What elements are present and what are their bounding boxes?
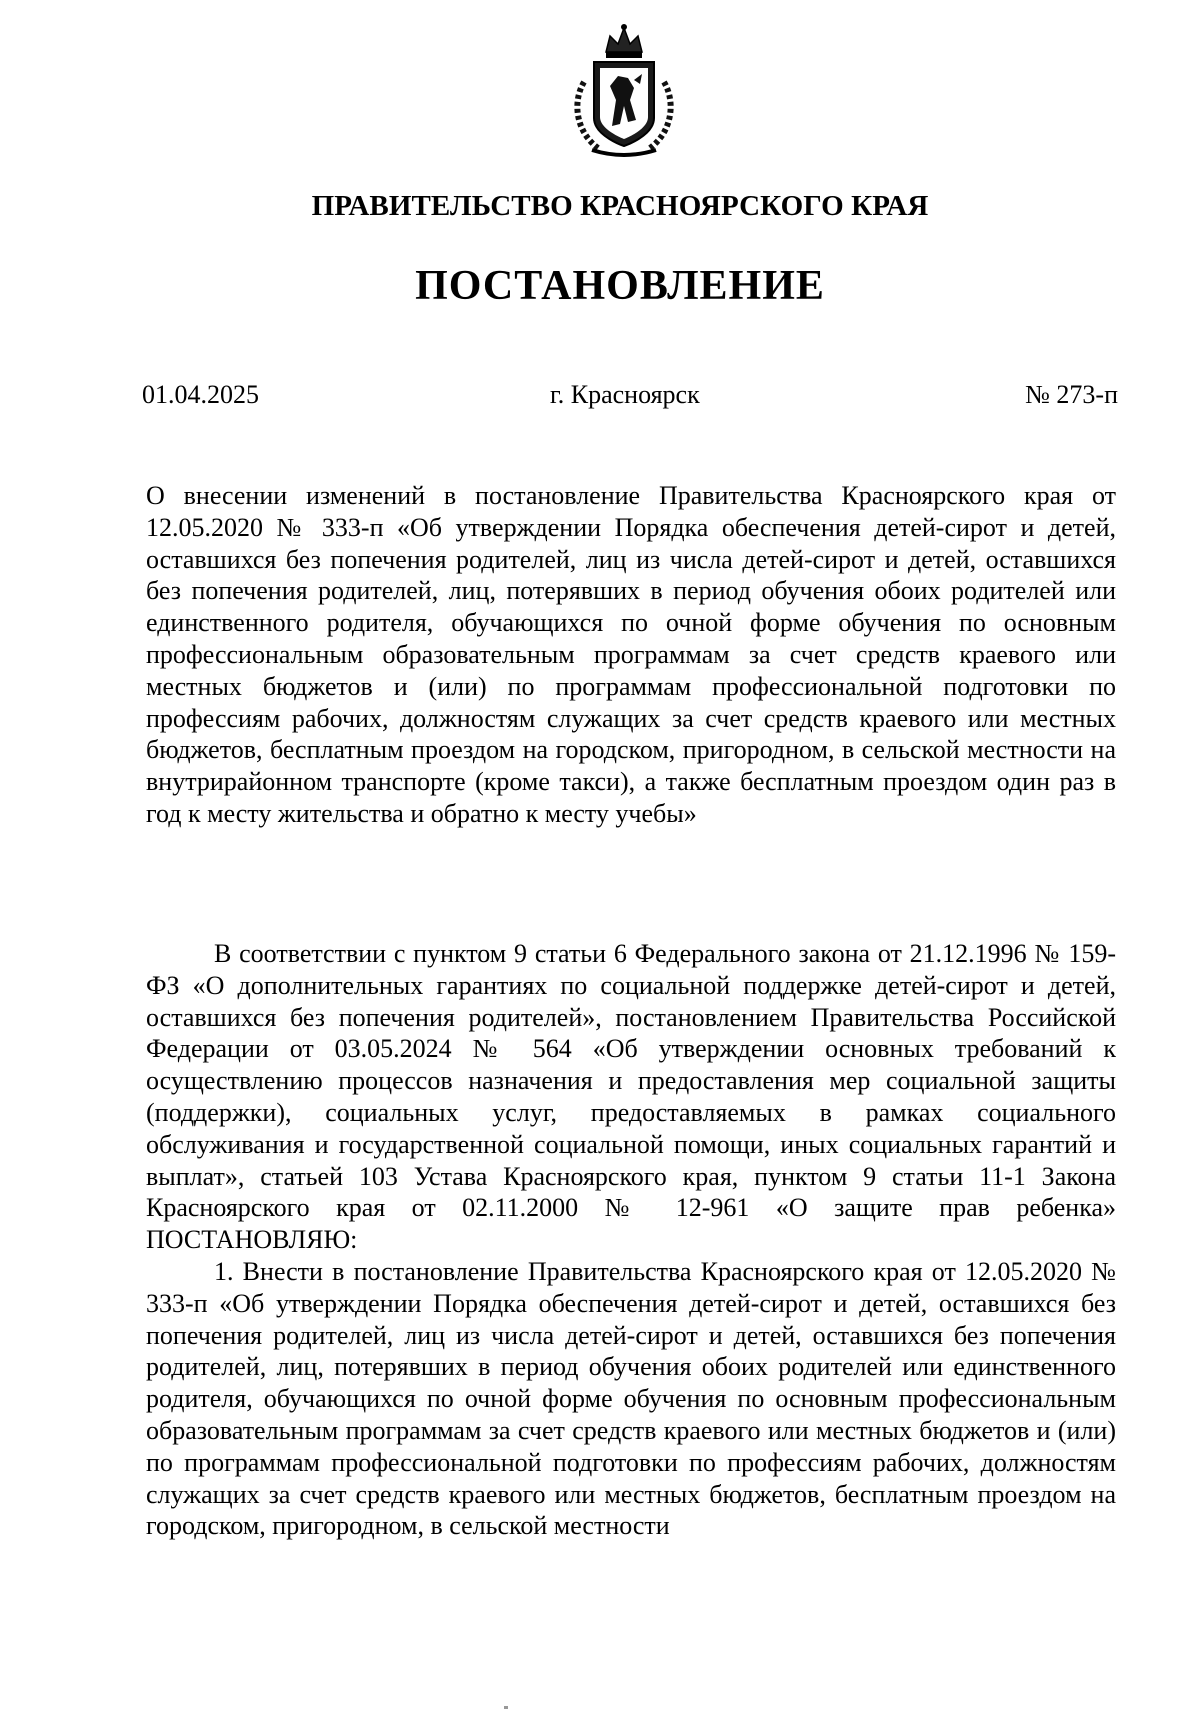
document-number: № 273-п bbox=[1025, 380, 1118, 409]
document-body bbox=[146, 938, 1116, 1542]
document-city: г. Красноярск bbox=[550, 380, 700, 409]
document-date: 01.04.2025 bbox=[142, 380, 259, 409]
document-subject: О внесении изменений в постановление Правительства Красноярского края от 12.05.2020 № 333-п «Об утверждении Порядка обеспечения детей-сирот и детей, оставшихся без попечения родителей, лиц из числа детей-сирот и детей, оставшихся без попечения родителей, лиц, потерявших в период обучения обоих родителей или единственного родителя, обучающихся по очной форме обучения по основным профессиональным образовательным программам за счет средств краевого или местных бюджетов и (или) по программам профессиональной подготовки по профессиям рабочих, должностям служащих за счет средств краевого или местных бюджетов, бесплатным проездом на городском, пригородном, в сельской местности на внутрирайонном транспорте (кроме такси), а также бесплатным проездом один раз в год к месту жительства и обратно к месту учебы» bbox=[146, 481, 1116, 828]
item-1-paragraph: 1. Внести в постановление Правительства Красноярского края от 12.05.2020 № 333-п «Об утверждении Порядка обеспечения детей-сирот и детей, оставшихся без попечения родителей, лиц из числа детей-сирот и детей, оставшихся без попечения родителей, лиц, потерявших в период обучения обоих родителей или единственного родителя, обучающихся по очной форме обучения по основным профессиональным образовательным программам за счет средств краевого или местных бюджетов и (или) по программам профессиональной подготовки по профессиям рабочих, должностям служащих за счет средств краевого или местных бюджетов, бесплатным проездом на городском, пригородном, в сельской местности bbox=[146, 1256, 1116, 1541]
coat-of-arms-icon bbox=[562, 22, 686, 158]
document-meta bbox=[142, 380, 1118, 416]
document-type-title: ПОСТАНОВЛЕНИЕ bbox=[415, 263, 825, 309]
organization-title: ПРАВИТЕЛЬСТВО КРАСНОЯРСКОГО КРАЯ bbox=[311, 190, 929, 222]
preamble-paragraph: В соответствии с пунктом 9 статьи 6 Федерального закона от 21.12.1996 № 159-ФЗ «О дополнительных гарантиях по социальной поддержке детей-сирот и детей, оставшихся без попечения родителей», постановлением Правительства Российской Федерации от 03.05.2024 № 564 «Об утверждении основных требований к осуществлению процессов назначения и предоставления мер социальной защиты (поддержки), социальных услуг, предоставляемых в рамках социального обслуживания и государственной социальной помощи, иных социальных гарантий и выплат», статьей 103 Устава Красноярского края, пунктом 9 статьи 11-1 Закона Красноярского края от 02.11.2000 № 12-961 «О защите прав ребенка» ПОСТАНОВЛЯЮ: bbox=[146, 939, 1116, 1255]
scan-mark bbox=[504, 1706, 508, 1709]
